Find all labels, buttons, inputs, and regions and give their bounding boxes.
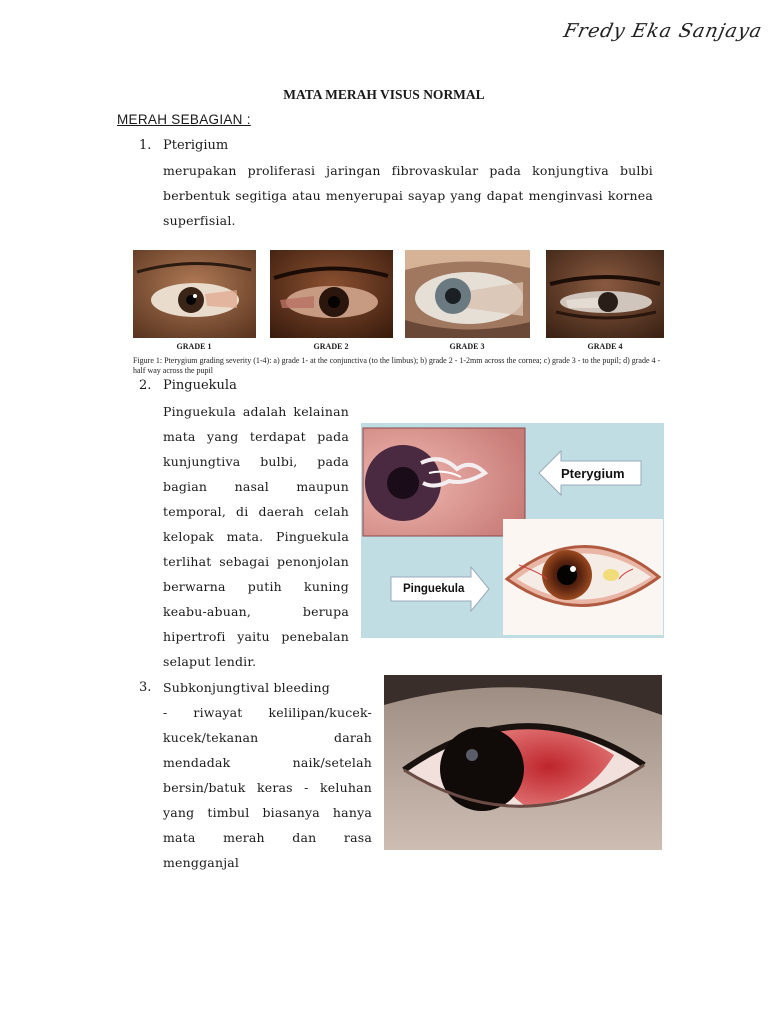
item-title-pinguekula: Pinguekula [163,378,237,393]
grade-3-label: GRADE 3 [449,342,485,351]
figure-caption: Figure 1: Pterygium grading severity (1-4): a) grade 1- at the conjunctiva (to the limbus); b) grade 2 - 1-2mm across the cornea; c) grade 3 - to the pupil; d) grade 4 - half way across the pupil [133,356,661,375]
grade-4-label: GRADE 4 [587,342,623,351]
grade-1-photo [133,250,256,338]
pinguekula-label: Pinguekula [403,583,465,595]
page-title: MATA MERAH VISUS NORMAL [283,87,485,102]
subconjunctival-bleeding-photo [384,675,662,850]
section-heading: MERAH SEBAGIAN : [117,112,251,127]
grade-2-label: GRADE 2 [313,342,349,351]
item-title-subkonjungtival: Subkonjungtival bleeding [163,680,330,695]
item-number-3: 3. [139,680,152,695]
item-title-pterigium: Pterigium [163,138,229,153]
item-text-pinguekula: Pinguekula adalah kelainan mata yang terdapat pada kunjungtiva bulbi, pada bagian nasal maupun temporal, di daerah celah kelopak mata. Pinguekula terlihat sebagai penonjolan berwarna putih kuning keabu-abuan, berupa hipertrofi yaitu penebalan selaput lendir. [163,404,349,669]
grade-3-photo [405,250,530,338]
item-text-pterigium: merupakan proliferasi jaringan fibrovaskular pada konjungtiva bulbi berbentuk segitiga atau menyerupai sayap yang dapat menginvasi kornea superfisial. [163,163,653,228]
grade-1-label: GRADE 1 [176,342,212,351]
item-text-subkonjungtival: - riwayat kelilipan/kucek-kucek/tekanan darah mendadak naik/setelah bersin/batuk keras - keluhan yang timbul biasanya hanya mata merah dan rasa mengganjal [163,705,372,870]
item-number-1: 1. [139,138,152,153]
grade-2-photo [270,250,393,338]
grade-4-photo [546,250,664,338]
author-signature: Fredy Eka Sanjaya [561,20,765,42]
pterygium-label: Pterygium [561,466,625,481]
item-number-2: 2. [139,378,152,393]
pterygium-pinguekula-figure [361,423,664,638]
